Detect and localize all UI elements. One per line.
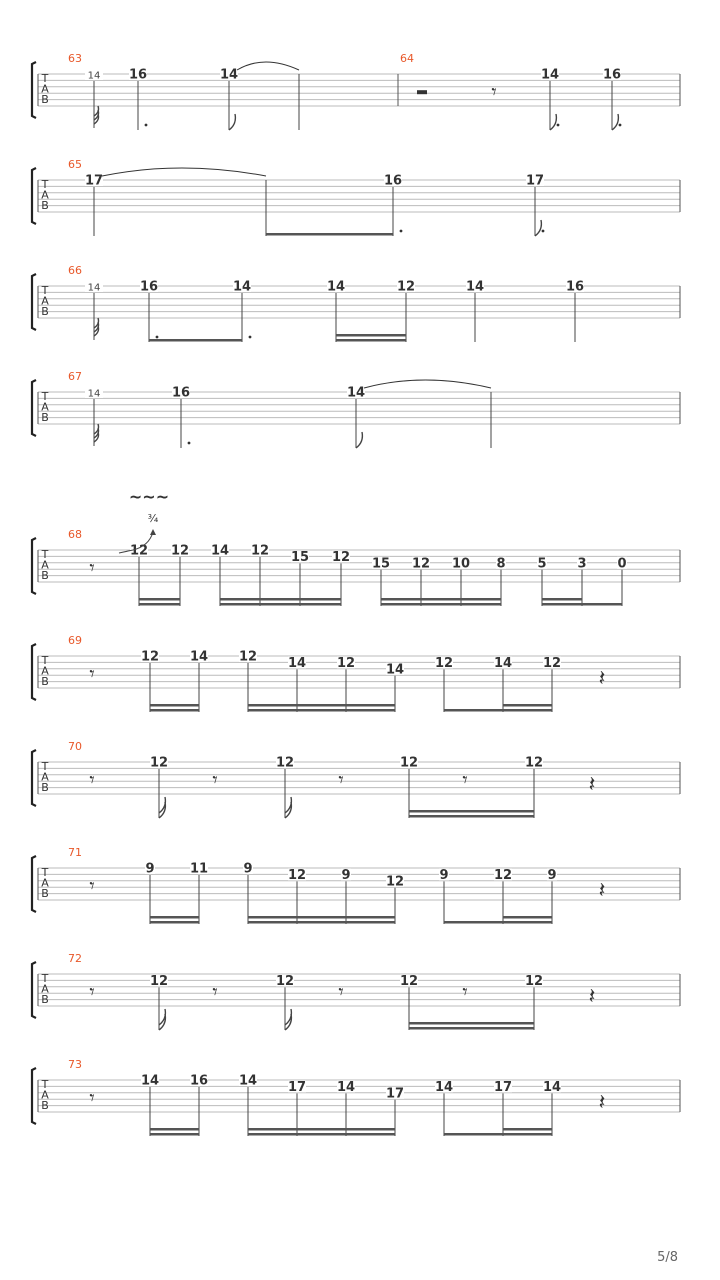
tab-clef-letter: B: [41, 93, 49, 106]
eighth-rest: 𝄾: [212, 767, 218, 792]
fret-number: 15: [290, 549, 310, 565]
note-beam: [150, 1133, 199, 1136]
note-dot: [557, 124, 560, 127]
fret-number: 16: [565, 279, 585, 295]
quarter-rest: 𝄽: [598, 878, 606, 904]
measure-number: 68: [68, 528, 82, 541]
bend-arrowhead: [150, 529, 156, 535]
note-beam: [220, 598, 341, 601]
eighth-rest: 𝄾: [462, 767, 468, 792]
fret-number: 16: [139, 279, 159, 295]
eighth-rest: 𝄾: [89, 873, 95, 898]
fret-number: 14: [493, 655, 513, 671]
note-beam: [150, 916, 199, 919]
eighth-rest: 𝄾: [89, 661, 95, 686]
fret-number: 14: [540, 67, 560, 83]
measure-number: 71: [68, 846, 82, 859]
note-dot: [188, 442, 191, 445]
eighth-rest: 𝄾: [338, 767, 344, 792]
eighth-rest: 𝄾: [89, 979, 95, 1004]
quarter-rest: 𝄽: [598, 666, 606, 692]
fret-number: 9: [439, 867, 449, 883]
tie-arc: [237, 62, 299, 70]
fret-number: 12: [542, 655, 562, 671]
eighth-rest: 𝄾: [89, 767, 95, 792]
tab-clef-letter: A: [41, 982, 49, 996]
fret-number: 12: [275, 973, 295, 989]
eighth-rest: 𝄾: [491, 79, 497, 104]
fret-number: 3: [577, 556, 587, 572]
eighth-rest: 𝄾: [462, 979, 468, 1004]
measure-number: 67: [68, 370, 82, 383]
note-beam: [248, 916, 395, 919]
tab-system: [32, 1058, 680, 1136]
fret-number: 12: [524, 755, 544, 771]
tab-clef-letter: T: [41, 284, 49, 297]
fret-number: 14: [465, 279, 485, 295]
fret-number: 14: [210, 543, 230, 559]
measure-number: 65: [68, 158, 82, 171]
system-bracket: [32, 62, 36, 118]
tab-system: [32, 846, 680, 924]
tab-clef-letter: T: [41, 548, 49, 561]
tab-clef-letter: T: [41, 654, 49, 667]
fret-number: 12: [250, 543, 270, 559]
note-flag: [229, 114, 235, 130]
note-dot: [400, 230, 403, 233]
tab-clef-letter: A: [41, 400, 49, 414]
measure-number: 63: [68, 52, 82, 65]
fret-number: 9: [341, 867, 351, 883]
note-beam: [220, 603, 341, 606]
fret-number: 12: [493, 867, 513, 883]
tab-clef-letter: T: [41, 866, 49, 879]
fret-number: 12: [331, 549, 351, 565]
note-flag: [612, 114, 618, 130]
note-beam: [503, 1133, 552, 1136]
note-beam: [266, 233, 393, 236]
note-beam: [409, 1027, 534, 1030]
fret-number: 17: [525, 173, 545, 189]
vibrato-mark: ~~~: [128, 487, 170, 506]
fret-number: 17: [493, 1079, 513, 1095]
tie-arc: [102, 168, 266, 176]
fret-number: 12: [524, 973, 544, 989]
note-beam: [248, 1128, 395, 1131]
fret-number: 14: [385, 662, 405, 678]
tab-clef-letter: T: [41, 1078, 49, 1091]
fret-number: 11: [189, 861, 209, 877]
tab-system: [32, 158, 680, 236]
tab-system: [32, 487, 680, 606]
tab-clef-letter: T: [41, 178, 49, 191]
tab-system: [32, 52, 680, 130]
note-dot: [542, 230, 545, 233]
note-dot: [249, 336, 252, 339]
tie-arc: [364, 380, 491, 388]
fret-number: 14: [87, 282, 101, 294]
note-beam: [248, 921, 395, 924]
fret-number: 16: [602, 67, 622, 83]
tab-system: [32, 740, 680, 818]
fret-number: 12: [399, 973, 419, 989]
fret-number: 12: [129, 543, 149, 559]
note-beam: [149, 339, 242, 342]
fret-number: 17: [84, 173, 104, 189]
note-dot: [156, 336, 159, 339]
measure-number: 66: [68, 264, 82, 277]
note-beam: [542, 603, 582, 606]
fret-number: 14: [326, 279, 346, 295]
fret-number: 12: [238, 649, 258, 665]
note-beam: [381, 598, 501, 601]
note-beam: [503, 916, 552, 919]
tab-clef-letter: T: [41, 972, 49, 985]
note-beam: [139, 603, 180, 606]
fret-number: 14: [219, 67, 239, 83]
eighth-rest: 𝄾: [89, 555, 95, 580]
systems-layer: [32, 52, 680, 1136]
fret-number: 14: [434, 1079, 454, 1095]
fret-number: 12: [140, 649, 160, 665]
tab-system: [32, 264, 680, 342]
fret-number: 16: [171, 385, 191, 401]
fret-number: 12: [396, 279, 416, 295]
half-rest: [417, 90, 427, 94]
fret-number: 17: [287, 1079, 307, 1095]
fret-number: 14: [346, 385, 366, 401]
tab-clef-letter: A: [41, 664, 49, 678]
fret-number: 12: [170, 543, 190, 559]
tab-clef-letter: A: [41, 558, 49, 572]
tab-clef-letter: A: [41, 294, 49, 308]
fret-number: 14: [232, 279, 252, 295]
fret-number: 14: [189, 649, 209, 665]
note-beam: [381, 603, 501, 606]
tab-clef-letter: B: [41, 199, 49, 212]
tab-clef-letter: A: [41, 770, 49, 784]
note-beam: [248, 704, 395, 707]
fret-number: 14: [542, 1079, 562, 1095]
fret-number: 12: [385, 874, 405, 890]
system-bracket: [32, 644, 36, 700]
note-flag: [550, 114, 556, 130]
system-bracket: [32, 856, 36, 912]
tab-clef-letter: B: [41, 675, 49, 688]
fret-number: 12: [149, 973, 169, 989]
tab-clef-letter: A: [41, 188, 49, 202]
tab-system: [32, 634, 680, 712]
bend-amount: ¾: [147, 512, 159, 525]
tab-clef-letter: B: [41, 305, 49, 318]
note-beam: [409, 1022, 534, 1025]
fret-number: 12: [411, 556, 431, 572]
note-dot: [619, 124, 622, 127]
tab-clef-letter: B: [41, 993, 49, 1006]
note-flag: [535, 220, 541, 236]
fret-number: 15: [371, 556, 391, 572]
note-beam: [336, 339, 406, 342]
fret-number: 5: [537, 556, 547, 572]
fret-number: 0: [617, 556, 627, 572]
note-beam: [503, 709, 552, 712]
system-bracket: [32, 750, 36, 806]
note-beam: [248, 1133, 395, 1136]
tab-clef-letter: B: [41, 781, 49, 794]
measure-number: 70: [68, 740, 82, 753]
tab-clef-letter: B: [41, 1099, 49, 1112]
system-bracket: [32, 380, 36, 436]
eighth-rest: 𝄾: [89, 1085, 95, 1110]
note-beam: [582, 603, 622, 606]
note-beam: [150, 1128, 199, 1131]
note-beam: [503, 921, 552, 924]
fret-number: 14: [140, 1073, 160, 1089]
fret-number: 12: [434, 655, 454, 671]
note-beam: [542, 598, 582, 601]
system-bracket: [32, 1068, 36, 1124]
fret-number: 9: [243, 861, 253, 877]
note-dot: [145, 124, 148, 127]
fret-number: 16: [189, 1073, 209, 1089]
fret-number: 12: [336, 655, 356, 671]
tab-clef-letter: A: [41, 1088, 49, 1102]
fret-number: 17: [385, 1086, 405, 1102]
tab-clef-letter: T: [41, 72, 49, 85]
note-beam: [409, 810, 534, 813]
note-beam: [503, 704, 552, 707]
tab-clef-letter: B: [41, 887, 49, 900]
note-beam: [139, 598, 180, 601]
eighth-rest: 𝄾: [212, 979, 218, 1004]
system-bracket: [32, 538, 36, 594]
fret-number: 12: [149, 755, 169, 771]
quarter-rest: 𝄽: [588, 772, 596, 798]
quarter-rest: 𝄽: [588, 984, 596, 1010]
page-number: 5/8: [657, 1250, 678, 1265]
tab-clef-letter: B: [41, 569, 49, 582]
note-beam: [150, 704, 199, 707]
fret-number: 12: [287, 867, 307, 883]
system-bracket: [32, 274, 36, 330]
fret-number: 8: [496, 556, 506, 572]
fret-number: 9: [547, 867, 557, 883]
system-bracket: [32, 168, 36, 224]
fret-number: 14: [87, 388, 101, 400]
fret-number: 14: [287, 655, 307, 671]
fret-number: 14: [87, 70, 101, 82]
note-flag: [356, 432, 362, 448]
fret-number: 12: [275, 755, 295, 771]
tab-clef-letter: T: [41, 760, 49, 773]
fret-number: 14: [336, 1079, 356, 1095]
measure-number: 73: [68, 1058, 82, 1071]
tab-system: [32, 370, 680, 448]
tab-clef-letter: A: [41, 82, 49, 96]
fret-number: 16: [383, 173, 403, 189]
fret-number: 10: [451, 556, 471, 572]
note-beam: [248, 709, 395, 712]
fret-number: 9: [145, 861, 155, 877]
measure-number: 69: [68, 634, 82, 647]
system-bracket: [32, 962, 36, 1018]
fret-number: 16: [128, 67, 148, 83]
measure-number: 64: [400, 52, 414, 65]
tab-clef-letter: A: [41, 876, 49, 890]
note-beam: [150, 709, 199, 712]
note-beam: [336, 334, 406, 337]
eighth-rest: 𝄾: [338, 979, 344, 1004]
measure-number: 72: [68, 952, 82, 965]
quarter-rest: 𝄽: [598, 1090, 606, 1116]
note-beam: [409, 815, 534, 818]
tab-clef-letter: T: [41, 390, 49, 403]
tab-system: [32, 952, 680, 1030]
note-beam: [150, 921, 199, 924]
fret-number: 12: [399, 755, 419, 771]
note-beam: [503, 1128, 552, 1131]
tab-clef-letter: B: [41, 411, 49, 424]
fret-number: 14: [238, 1073, 258, 1089]
